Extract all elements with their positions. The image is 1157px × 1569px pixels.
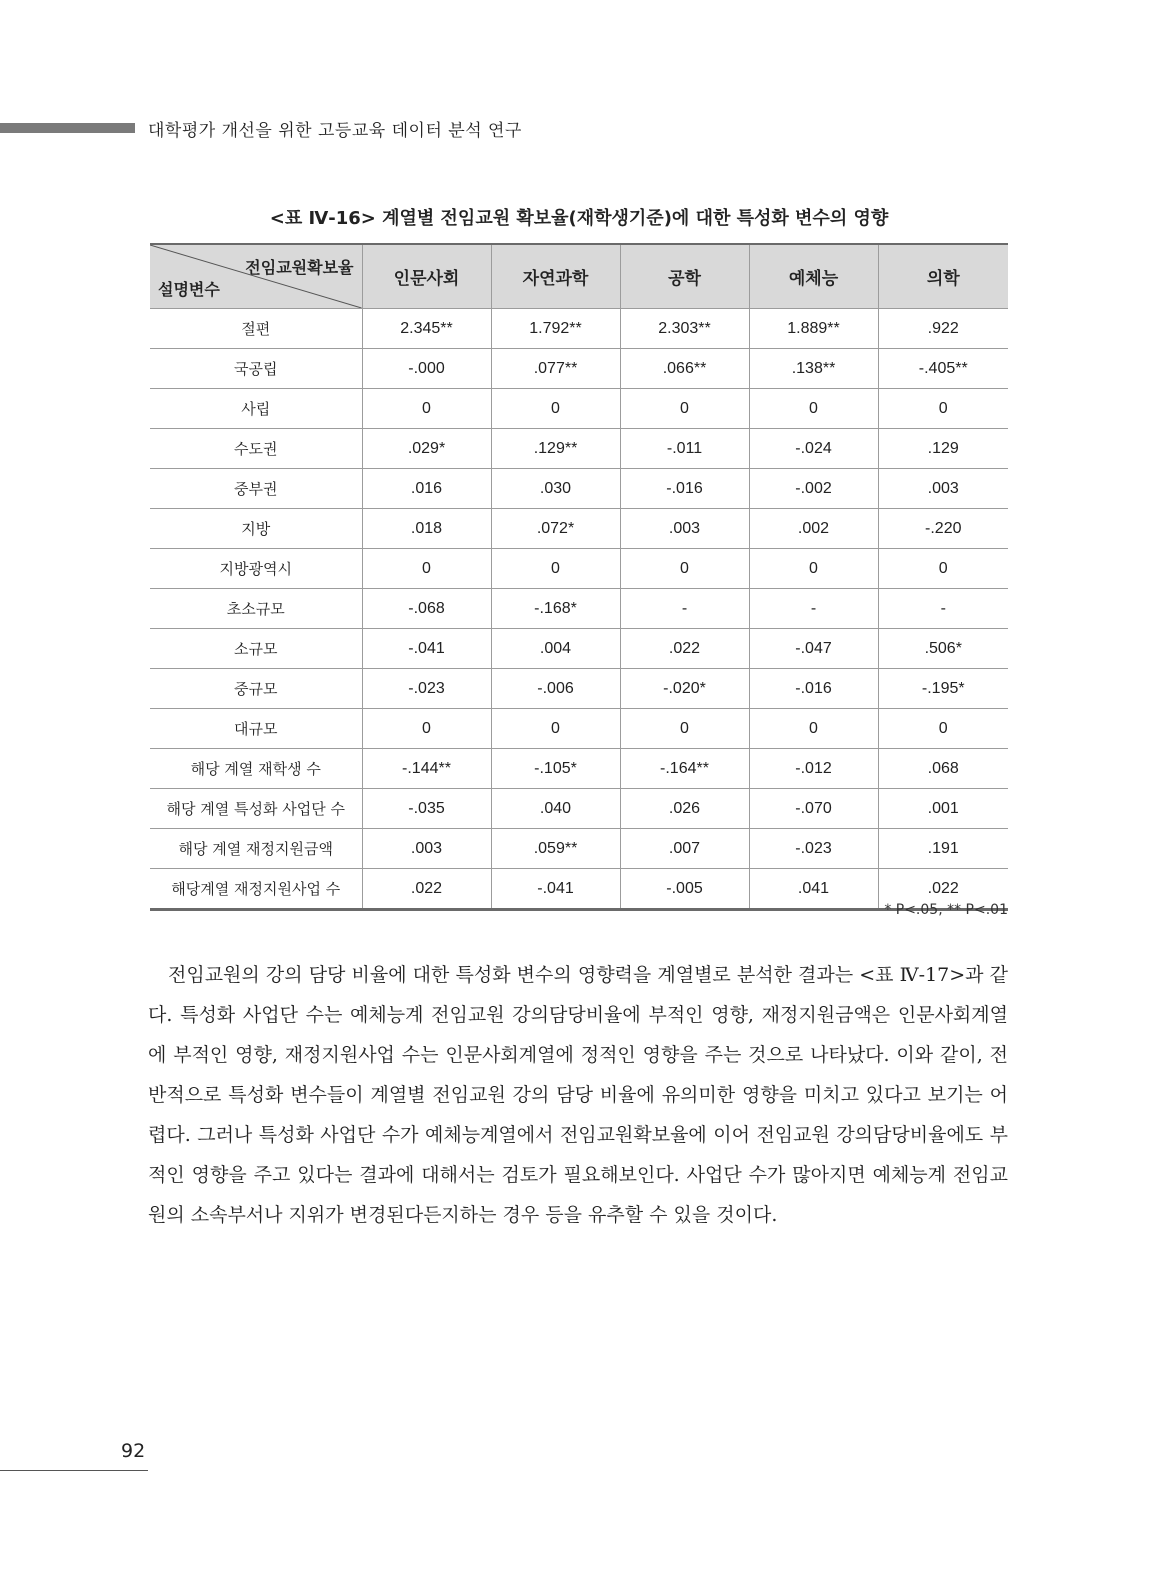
coefficient-cell: .003	[362, 829, 491, 869]
coefficient-cell: .129**	[491, 429, 620, 469]
footer-rule	[0, 1470, 148, 1471]
table-row	[150, 309, 1008, 349]
coefficient-cell: .040	[491, 789, 620, 829]
coefficient-cell: .004	[491, 629, 620, 669]
coefficient-cell: 2.303**	[620, 309, 749, 349]
row-label: 사립	[150, 389, 362, 429]
coefficient-cell: .066**	[620, 349, 749, 389]
coefficient-cell: .072*	[491, 509, 620, 549]
coefficient-cell: 0	[491, 549, 620, 589]
coefficient-cell: -.023	[362, 669, 491, 709]
coefficient-cell: 1.889**	[749, 309, 878, 349]
coefficient-cell: -.041	[362, 629, 491, 669]
table-row	[150, 549, 1008, 589]
coefficient-cell: -.070	[749, 789, 878, 829]
row-label: 중규모	[150, 669, 362, 709]
coefficient-cell: -.005	[620, 869, 749, 910]
coefficient-cell: .041	[749, 869, 878, 910]
explanatory-variable-label: 설명변수	[158, 280, 220, 299]
row-label: 지방	[150, 509, 362, 549]
coefficient-cell: .003	[620, 509, 749, 549]
table-row	[150, 869, 1008, 910]
running-header: 대학평가 개선을 위한 고등교육 데이터 분석 연구	[148, 121, 522, 141]
table-row	[150, 789, 1008, 829]
coefficient-cell: .922	[878, 309, 1008, 349]
header-bar	[0, 123, 135, 133]
coefficient-cell: .007	[620, 829, 749, 869]
coefficient-cell: .022	[620, 629, 749, 669]
table-row	[150, 709, 1008, 749]
page-number: 92	[121, 1440, 146, 1462]
column-header: 의학	[878, 244, 1008, 309]
coefficient-cell: 0	[749, 709, 878, 749]
coefficient-cell: .018	[362, 509, 491, 549]
table-row	[150, 389, 1008, 429]
coefficient-cell: -.012	[749, 749, 878, 789]
coefficient-cell: -.035	[362, 789, 491, 829]
coefficient-cell: -.041	[491, 869, 620, 910]
row-label: 수도권	[150, 429, 362, 469]
coefficient-cell: -.023	[749, 829, 878, 869]
coefficient-cell: .003	[878, 469, 1008, 509]
row-label: 지방광역시	[150, 549, 362, 589]
diagonal-header-cell	[150, 244, 362, 309]
column-header: 인문사회	[362, 244, 491, 309]
coefficient-cell: -.016	[620, 469, 749, 509]
coefficient-cell: .138**	[749, 349, 878, 389]
dependent-variable-label: 전임교원확보율	[245, 258, 354, 277]
coefficient-cell: -.024	[749, 429, 878, 469]
coefficient-cell: -	[620, 589, 749, 629]
coefficient-cell: .002	[749, 509, 878, 549]
table-row	[150, 669, 1008, 709]
coefficient-cell: -.405**	[878, 349, 1008, 389]
row-label: 절편	[150, 309, 362, 349]
column-header: 자연과학	[491, 244, 620, 309]
coefficient-cell: -	[878, 589, 1008, 629]
coefficient-cell: 0	[491, 709, 620, 749]
table-row	[150, 469, 1008, 509]
coefficient-cell: 0	[620, 389, 749, 429]
row-label: 해당계열 재정지원사업 수	[150, 869, 362, 910]
row-label: 소규모	[150, 629, 362, 669]
coefficient-cell: 0	[362, 709, 491, 749]
coefficient-cell: .022	[362, 869, 491, 910]
coefficient-cell: 0	[362, 389, 491, 429]
coefficient-cell: .077**	[491, 349, 620, 389]
table-caption: <표 Ⅳ-16> 계열별 전임교원 확보율(재학생기준)에 대한 특성화 변수의 영향	[269, 208, 889, 229]
coefficient-cell: -.020*	[620, 669, 749, 709]
coefficient-cell: -.068	[362, 589, 491, 629]
row-label: 대규모	[150, 709, 362, 749]
row-label: 초소규모	[150, 589, 362, 629]
table-header-row	[150, 244, 1008, 309]
coefficient-cell: .001	[878, 789, 1008, 829]
table-footnote: * P<.05, ** P<.01	[884, 902, 1008, 918]
table-row	[150, 829, 1008, 869]
row-label: 중부권	[150, 469, 362, 509]
coefficient-cell: -.195*	[878, 669, 1008, 709]
coefficient-cell: .068	[878, 749, 1008, 789]
coefficient-cell: 0	[878, 389, 1008, 429]
table-row	[150, 749, 1008, 789]
results-table	[150, 243, 1008, 911]
coefficient-cell: -.047	[749, 629, 878, 669]
coefficient-cell: .016	[362, 469, 491, 509]
column-header: 예체능	[749, 244, 878, 309]
table-row	[150, 629, 1008, 669]
coefficient-cell: .026	[620, 789, 749, 829]
coefficient-cell: 0	[749, 549, 878, 589]
coefficient-cell: 0	[749, 389, 878, 429]
coefficient-cell: -.011	[620, 429, 749, 469]
table-row	[150, 349, 1008, 389]
coefficient-cell: 1.792**	[491, 309, 620, 349]
coefficient-cell: -.002	[749, 469, 878, 509]
coefficient-cell: .059**	[491, 829, 620, 869]
table-row	[150, 589, 1008, 629]
coefficient-cell: 2.345**	[362, 309, 491, 349]
coefficient-cell: -.105*	[491, 749, 620, 789]
coefficient-cell: .030	[491, 469, 620, 509]
coefficient-cell: -.164**	[620, 749, 749, 789]
coefficient-cell: .029*	[362, 429, 491, 469]
coefficient-cell: -.168*	[491, 589, 620, 629]
coefficient-cell: 0	[878, 549, 1008, 589]
table-row	[150, 509, 1008, 549]
row-label: 해당 계열 재정지원금액	[150, 829, 362, 869]
coefficient-cell: -.006	[491, 669, 620, 709]
coefficient-cell: .506*	[878, 629, 1008, 669]
coefficient-cell: .191	[878, 829, 1008, 869]
coefficient-cell: .022	[878, 869, 1008, 910]
row-label: 해당 계열 특성화 사업단 수	[150, 789, 362, 829]
row-label: 해당 계열 재학생 수	[150, 749, 362, 789]
row-label: 국공립	[150, 349, 362, 389]
coefficient-cell: 0	[620, 709, 749, 749]
coefficient-cell: -.000	[362, 349, 491, 389]
coefficient-cell: .129	[878, 429, 1008, 469]
coefficient-cell: 0	[491, 389, 620, 429]
coefficient-cell: -.220	[878, 509, 1008, 549]
coefficient-cell: 0	[362, 549, 491, 589]
column-header: 공학	[620, 244, 749, 309]
coefficient-cell: 0	[878, 709, 1008, 749]
body-paragraph: 전임교원의 강의 담당 비율에 대한 특성화 변수의 영향력을 계열별로 분석한 결과는 <표 Ⅳ-17>과 같다. 특성화 사업단 수는 예체능계 전임교원 강의담당비율에 부적인 영향, 재정지원금액은 인문사회계열에 부적인 영향, 재정지원사업 수는 인문사회계열에 정적인 영향을 주는 것으로 나타났다. 이와 같이, 전반적으로 특성화 변수들이 계열별 전임교원 강의 담당 비율에 유의미한 영향을 미치고 있다고 보기는 어렵다. 그러나 특성화 사업단 수가 예체능계열에서 전임교원확보율에 이어 전임교원 강의담당비율에도 부적인 영향을 주고 있다는 결과에 대해서는 검토가 필요해보인다. 사업단 수가 많아지면 예체능계 전임교원의 소속부서나 지위가 변경된다든지하는 경우 등을 유추할 수 있을 것이다.	[148, 964, 1008, 1226]
coefficient-cell: -.016	[749, 669, 878, 709]
coefficient-cell: 0	[620, 549, 749, 589]
coefficient-cell: -.144**	[362, 749, 491, 789]
coefficient-cell: -	[749, 589, 878, 629]
table-row	[150, 429, 1008, 469]
